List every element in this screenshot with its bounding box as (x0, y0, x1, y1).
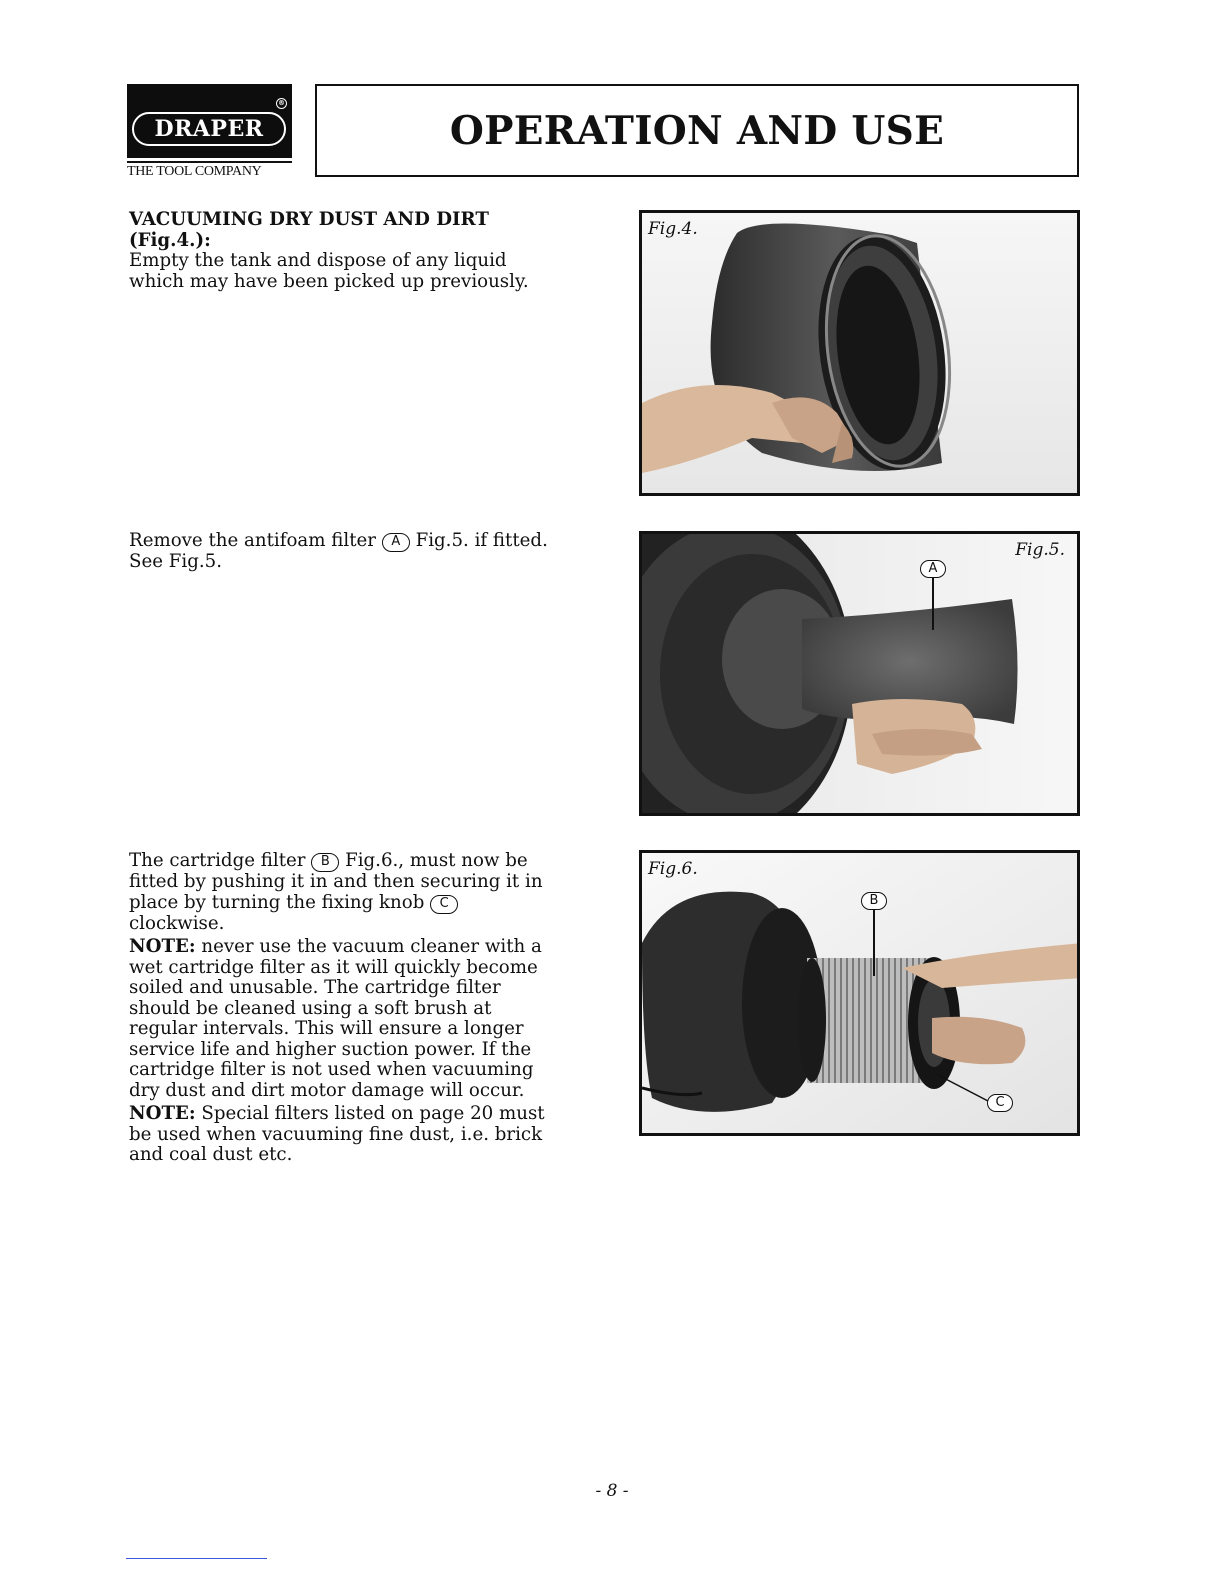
text-span: never use the vacuum cleaner with a (201, 936, 542, 957)
body-line: which may have been picked up previously. (129, 270, 529, 292)
body-line: Empty the tank and dispose of any liquid (129, 250, 507, 271)
callout-a: A (382, 533, 410, 552)
body-line: dry dust and dirt motor damage will occur. (129, 1079, 525, 1101)
fig4-photo (642, 213, 1080, 496)
body-line: soiled and unusable. The cartridge filter (129, 977, 501, 998)
page-title: OPERATION AND USE (449, 107, 945, 154)
body-line: be used when vacuuming fine dust, i.e. brick (129, 1123, 543, 1145)
text-span: Fig.6., must now be (345, 850, 528, 871)
text-span: Remove the antifoam filter (129, 530, 376, 551)
text-span: place by turning the fixing knob (129, 891, 425, 913)
section-vacuuming-dry (129, 210, 559, 292)
body-line: clockwise. (129, 912, 225, 934)
note-line (129, 1104, 559, 1125)
text-span: The cartridge filter (129, 850, 306, 871)
fig4-label: Fig.4. (648, 219, 698, 239)
fig6-label: Fig.6. (648, 859, 698, 879)
callout-b: B (311, 853, 339, 872)
logo-block (127, 84, 292, 158)
body-line: should be cleaned using a soft brush at (129, 997, 492, 1019)
section-antifoam (129, 531, 559, 573)
fig6-leader-line-c (642, 853, 1080, 1136)
registered-mark: ® (278, 99, 285, 107)
logo-wordmark: DRAPER (154, 116, 264, 142)
footer-rule (126, 1558, 267, 1559)
fig5-label: Fig.5. (1015, 540, 1065, 560)
body-line: fitted by pushing it in and then securing it in (129, 871, 543, 892)
body-line: and coal dust etc. (129, 1144, 293, 1165)
note-label: NOTE: (129, 1103, 196, 1124)
figure-4 (639, 210, 1080, 496)
body-line: cartridge filter is not used when vacuuming (129, 1059, 534, 1080)
section-cartridge (129, 851, 559, 1166)
body-line: service life and higher suction power. If the (129, 1038, 532, 1060)
logo-pill (132, 112, 286, 146)
page-number: - 8 - (595, 1481, 629, 1501)
fig5-callout-a: A (920, 560, 946, 578)
note-line (129, 937, 559, 958)
fig5-leader-line (932, 578, 934, 630)
figure-5 (639, 531, 1080, 816)
section-heading-ref: (Fig.4.): (129, 229, 211, 251)
logo-rule (127, 161, 292, 163)
section-heading: VACUUMING DRY DUST AND DIRT (129, 209, 489, 230)
text-span: Fig.5. if fitted. (415, 530, 548, 551)
text-span: Special filters listed on page 20 must (201, 1103, 545, 1124)
draper-logo (127, 84, 292, 180)
fig6-callout-c: C (987, 1094, 1013, 1112)
body-line: See Fig.5. (129, 551, 222, 572)
body-line: wet cartridge filter as it will quickly become (129, 956, 538, 978)
body-line: regular intervals. This will ensure a longer (129, 1018, 524, 1039)
fig5-photo (642, 534, 1080, 816)
logo-tagline: THE TOOL COMPANY (127, 164, 262, 179)
page-title-box (315, 84, 1079, 177)
fig6-callout-b: B (861, 892, 887, 910)
body-line (129, 851, 559, 872)
body-line (129, 531, 559, 552)
figure-6 (639, 850, 1080, 1136)
note-label: NOTE: (129, 936, 196, 957)
callout-c: C (430, 895, 458, 914)
body-line (129, 893, 559, 914)
